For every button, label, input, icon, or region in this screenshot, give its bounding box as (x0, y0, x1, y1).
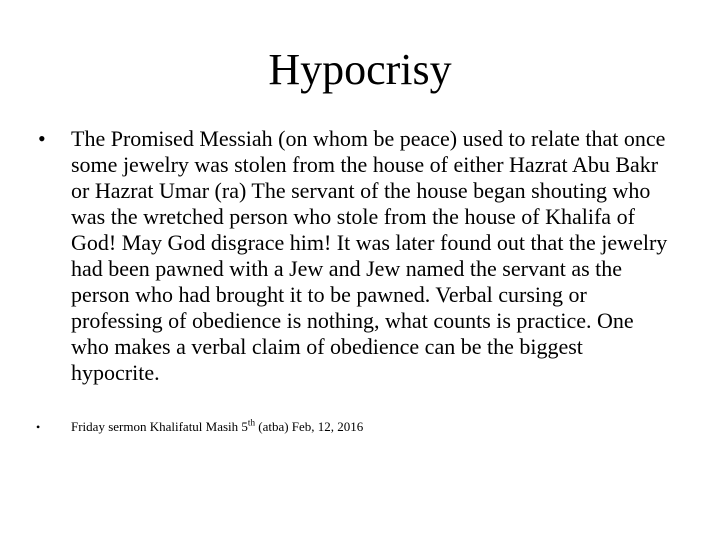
bullet-marker-icon: • (36, 420, 41, 434)
bullet-list (36, 126, 676, 435)
bullet-marker-icon: • (38, 126, 46, 151)
quote-text: The Promised Messiah (on whom be peace) used to relate that once some jewelry was stolen from the house of either Hazrat Abu Bakr or Hazrat Umar (ra) The servant of the house began shouting who was the wretched person who stole from the house of Khalifa of God! May God disgrace him! It was later found out that the jewelry had been pawned with a Jew and Jew named the servant as the person who had brought it to be pawned. Verbal cursing or professing of obedience is nothing, what counts is practice. One who makes a verbal claim of obedience can be the biggest hypocrite. (71, 126, 668, 385)
bullet-item-source (36, 419, 676, 435)
source-prefix: Friday sermon Khalifatul Masih 5 (71, 419, 248, 434)
source-suffix: (atba) Feb, 12, 2016 (255, 419, 364, 434)
bullet-item-quote (36, 126, 676, 386)
source-superscript: th (247, 417, 255, 428)
source-citation (71, 419, 363, 434)
slide-title: Hypocrisy (268, 45, 452, 94)
